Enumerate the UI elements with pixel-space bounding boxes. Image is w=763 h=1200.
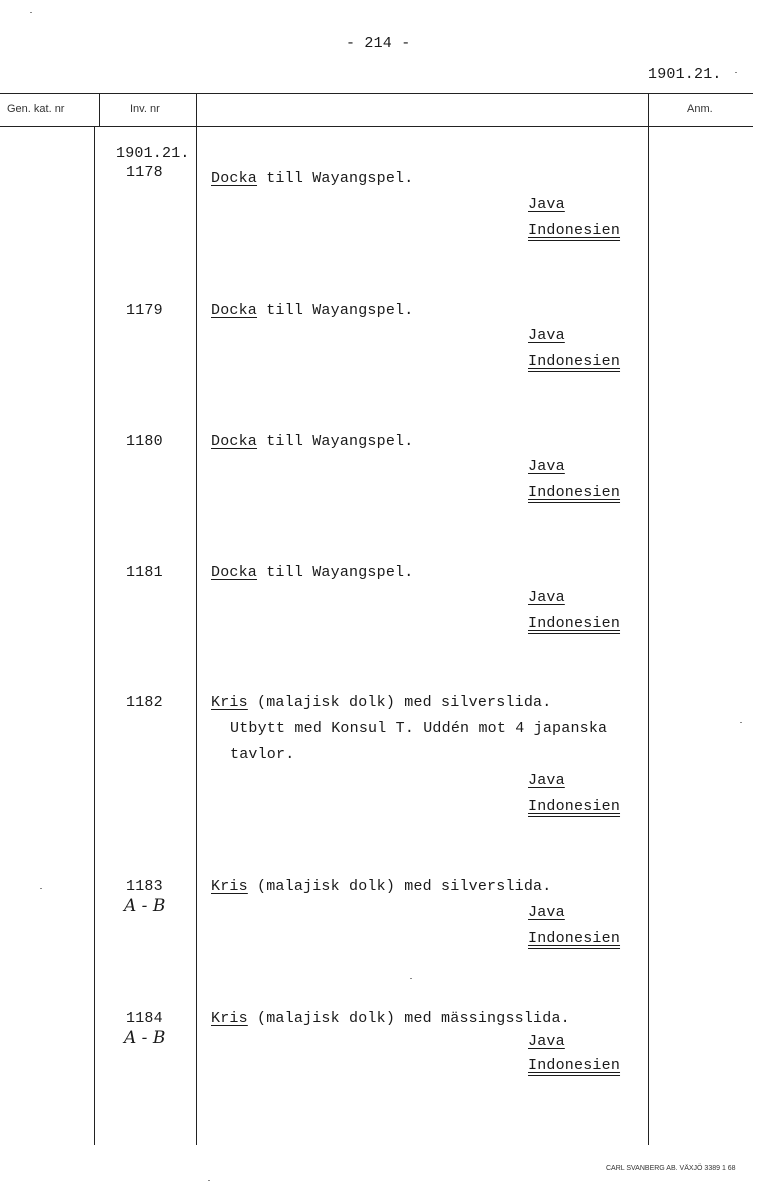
description-text: till Wayangspel.	[257, 433, 414, 450]
scan-speck	[740, 722, 742, 723]
column-header-inv-nr: Inv. nr	[130, 103, 160, 115]
description-text: (malajisk dolk) med silverslida.	[247, 694, 552, 711]
place: Java	[528, 196, 565, 213]
scan-speck	[735, 72, 737, 73]
header-bottom-rule	[0, 126, 753, 127]
description	[211, 433, 413, 450]
header-top-rule	[0, 93, 753, 94]
handwritten-part-note: A - B	[124, 896, 166, 916]
description-text: (malajisk dolk) med mässingsslida.	[247, 1010, 570, 1027]
country: Indonesien	[528, 484, 621, 501]
scan-speck	[40, 888, 42, 889]
inventory-number: 1183	[126, 878, 163, 895]
inv-column-left-rule	[94, 127, 95, 1145]
description-keyword: Docka	[211, 302, 258, 319]
header-reference: 1901.21.	[648, 66, 722, 83]
place: Java	[528, 772, 565, 789]
description	[211, 302, 413, 319]
place: Java	[528, 589, 565, 606]
handwritten-part-note: A - B	[124, 1028, 166, 1048]
description-keyword: Kris	[211, 694, 248, 711]
printer-imprint: CARL SVANBERG AB. VÄXJÖ 3389 1 68	[606, 1165, 736, 1172]
exchange-note-continued: tavlor.	[230, 746, 295, 763]
description	[211, 564, 413, 581]
scan-speck	[410, 978, 412, 979]
description	[211, 1010, 570, 1027]
inventory-number: 1184	[126, 1010, 163, 1027]
column-header-gen-kat-nr: Gen. kat. nr	[7, 103, 65, 115]
exchange-note: Utbytt med Konsul T. Uddén mot 4 japanska	[230, 720, 608, 737]
description-text: till Wayangspel.	[257, 170, 414, 187]
description-text: till Wayangspel.	[257, 564, 414, 581]
anm-column-rule	[648, 93, 649, 1145]
description-keyword: Kris	[211, 878, 248, 895]
inventory-number: 1179	[126, 302, 163, 319]
column-header-anm: Anm.	[687, 103, 713, 115]
country: Indonesien	[528, 353, 621, 370]
inventory-number: 1181	[126, 564, 163, 581]
inv-column-right-rule	[196, 93, 197, 1145]
description-keyword: Docka	[211, 170, 258, 187]
country: Indonesien	[528, 798, 621, 815]
place: Java	[528, 458, 565, 475]
description	[211, 878, 551, 895]
description-text: till Wayangspel.	[257, 302, 414, 319]
inventory-number: 1182	[126, 694, 163, 711]
description-keyword: Kris	[211, 1010, 248, 1027]
description	[211, 694, 551, 711]
country: Indonesien	[528, 1057, 621, 1074]
inventory-number: 1180	[126, 433, 163, 450]
country: Indonesien	[528, 222, 621, 239]
country: Indonesien	[528, 930, 621, 947]
description	[211, 170, 413, 187]
place: Java	[528, 1033, 565, 1050]
description-text: (malajisk dolk) med silverslida.	[247, 878, 552, 895]
scan-speck	[208, 1180, 210, 1181]
scan-speck	[30, 12, 32, 13]
country: Indonesien	[528, 615, 621, 632]
description-keyword: Docka	[211, 564, 258, 581]
page-number: - 214 -	[346, 35, 411, 52]
inventory-number: 1178	[126, 164, 163, 181]
place: Java	[528, 327, 565, 344]
description-keyword: Docka	[211, 433, 258, 450]
gen-kat-column-divider	[99, 93, 100, 127]
group-reference: 1901.21.	[116, 145, 190, 162]
place: Java	[528, 904, 565, 921]
